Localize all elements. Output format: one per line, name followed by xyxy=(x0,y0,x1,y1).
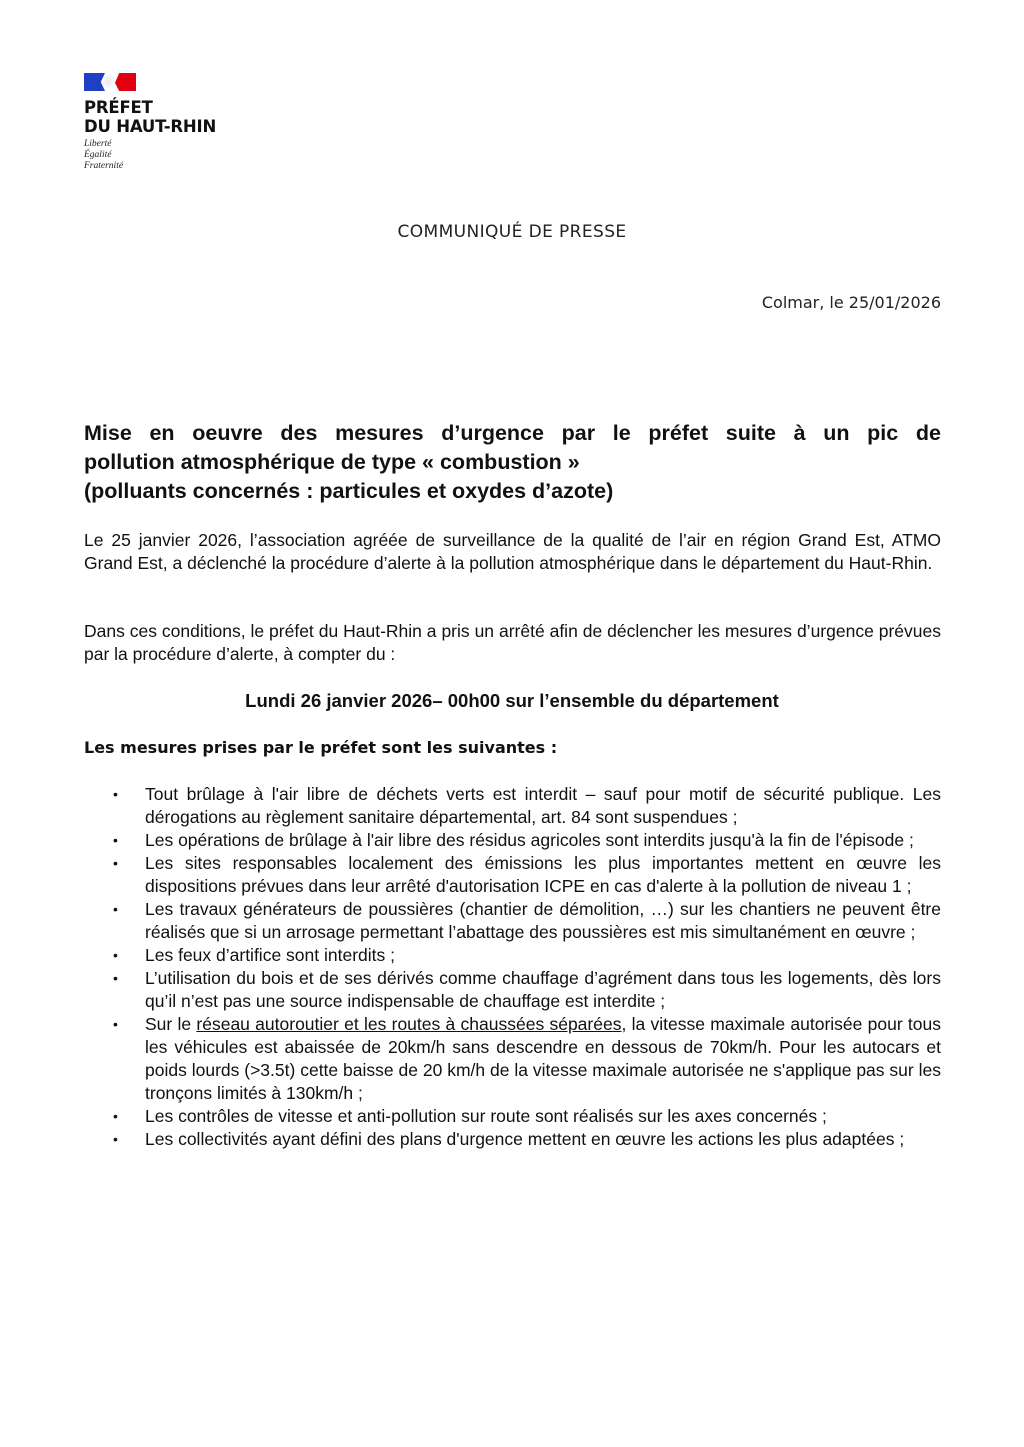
document-type-heading: COMMUNIQUÉ DE PRESSE xyxy=(397,222,627,242)
measure-item-green-waste-burning xyxy=(110,783,941,829)
measure-text: L’utilisation du bois et de ses dérivés comme chauffage d’agrément dans tous les logements, dès lors qu’il n’est pas une source indispensable de chauffage est interdite ; xyxy=(145,968,941,1011)
measure-text: Les collectivités ayant défini des plans d'urgence mettent en œuvre les actions les plus adaptées ; xyxy=(145,1129,905,1149)
title-line-3: (polluants concernés : particules et oxydes d’azote) xyxy=(84,479,614,503)
measure-text: Les sites responsables localement des émissions les plus importantes mettent en œuvre les dispositions prévues dans leur arrêté d'autorisation ICPE en cas d'alerte à la pollution de niveau 1 ; xyxy=(145,853,941,896)
measure-text: Les travaux générateurs de poussières (chantier de démolition, …) sur les chantiers ne peuvent être réalisés que si un arrosage permettant l’abattage des poussières est mis simultanément en œuvre ; xyxy=(145,899,941,942)
effective-date: Lundi 26 janvier 2026– 00h00 sur l’ensemble du département xyxy=(245,690,779,711)
flag-red-band xyxy=(115,73,136,91)
title-line-2: pollution atmosphérique de type « combustion » xyxy=(84,450,580,474)
bullet-icon: • xyxy=(113,947,118,963)
prefecture-logo xyxy=(84,73,216,172)
measure-text: Les contrôles de vitesse et anti-pollution sur route sont réalisés sur les axes concernés ; xyxy=(145,1106,827,1126)
paragraph-alert-triggered: Le 25 janvier 2026, l’association agréée de surveillance de la qualité de l’air en région Grand Est, ATMO Grand Est, a déclenché la procédure d’alerte à la pollution atmosphérique dans le département du Haut-Rhin. xyxy=(84,530,941,573)
measure-item-icpe-sites xyxy=(110,852,941,898)
measure-item-speed-reduction xyxy=(110,1013,941,1105)
bullet-icon: • xyxy=(113,901,118,917)
measure-text-suffix: , la vitesse maximale autorisée pour tous les véhicules est abaissée de 20km/h sans descendre en dessous de 70km/h. Pour les autocars et poids lourds (>3.5t) cette baisse de 20 km/h de la vitesse maximale autorisée ne s'applique pas sur les tronçons limités à 130km/h ; xyxy=(145,1014,942,1103)
organization-name-line2: DU HAUT-RHIN xyxy=(84,117,217,136)
motto-liberte: Liberté xyxy=(84,139,112,149)
bullet-icon: • xyxy=(113,1016,118,1032)
paragraph-prefect-decree: Dans ces conditions, le préfet du Haut-Rhin a pris un arrêté afin de déclencher les mesures d’urgence prévues par la procédure d’alerte, à compter du : xyxy=(84,621,941,664)
bullet-icon: • xyxy=(113,786,118,802)
bullet-icon: • xyxy=(113,832,118,848)
measure-text: Tout brûlage à l'air libre de déchets verts est interdit – sauf pour motif de sécurité publique. Les dérogations au règlement sanitaire départemental, art. 84 sont suspendues ; xyxy=(145,784,941,827)
place-and-date: Colmar, le 25/01/2026 xyxy=(761,293,941,312)
measure-item-road-controls xyxy=(110,1105,941,1128)
measure-text: Les feux d’artifice sont interdits ; xyxy=(145,945,395,965)
measures-list xyxy=(110,783,941,1151)
bullet-icon: • xyxy=(113,1131,118,1147)
measure-item-local-emergency-plans xyxy=(110,1128,941,1151)
measures-heading: Les mesures prises par le préfet sont les suivantes : xyxy=(84,738,558,757)
marianne-flag-icon xyxy=(84,73,136,91)
measure-item-fireworks xyxy=(110,944,941,967)
organization-name xyxy=(84,98,216,136)
measure-item-dust-works xyxy=(110,898,941,944)
measure-item-wood-heating xyxy=(110,967,941,1013)
bullet-icon: • xyxy=(113,970,118,986)
motto-fraternite: Fraternité xyxy=(84,161,124,171)
republic-motto xyxy=(84,139,216,172)
bullet-icon: • xyxy=(113,1108,118,1124)
flag-blue-band xyxy=(84,73,105,91)
flag-marianne-profile xyxy=(103,75,117,89)
measure-text-prefix: Sur le xyxy=(145,1014,197,1034)
organization-name-line1: PRÉFET xyxy=(84,98,153,117)
motto-egalite: Égalité xyxy=(84,150,112,160)
press-release-title xyxy=(84,419,941,506)
bullet-icon: • xyxy=(113,855,118,871)
measure-text: Les opérations de brûlage à l'air libre des résidus agricoles sont interdits jusqu'à la fin de l'épisode ; xyxy=(145,830,914,850)
title-line-1: Mise en oeuvre des mesures d’urgence par le préfet suite à un pic de xyxy=(84,421,941,445)
measure-item-agricultural-burning xyxy=(110,829,941,852)
measure-text-underlined-roads: réseau autoroutier et les routes à chaussées séparées xyxy=(196,1014,622,1034)
